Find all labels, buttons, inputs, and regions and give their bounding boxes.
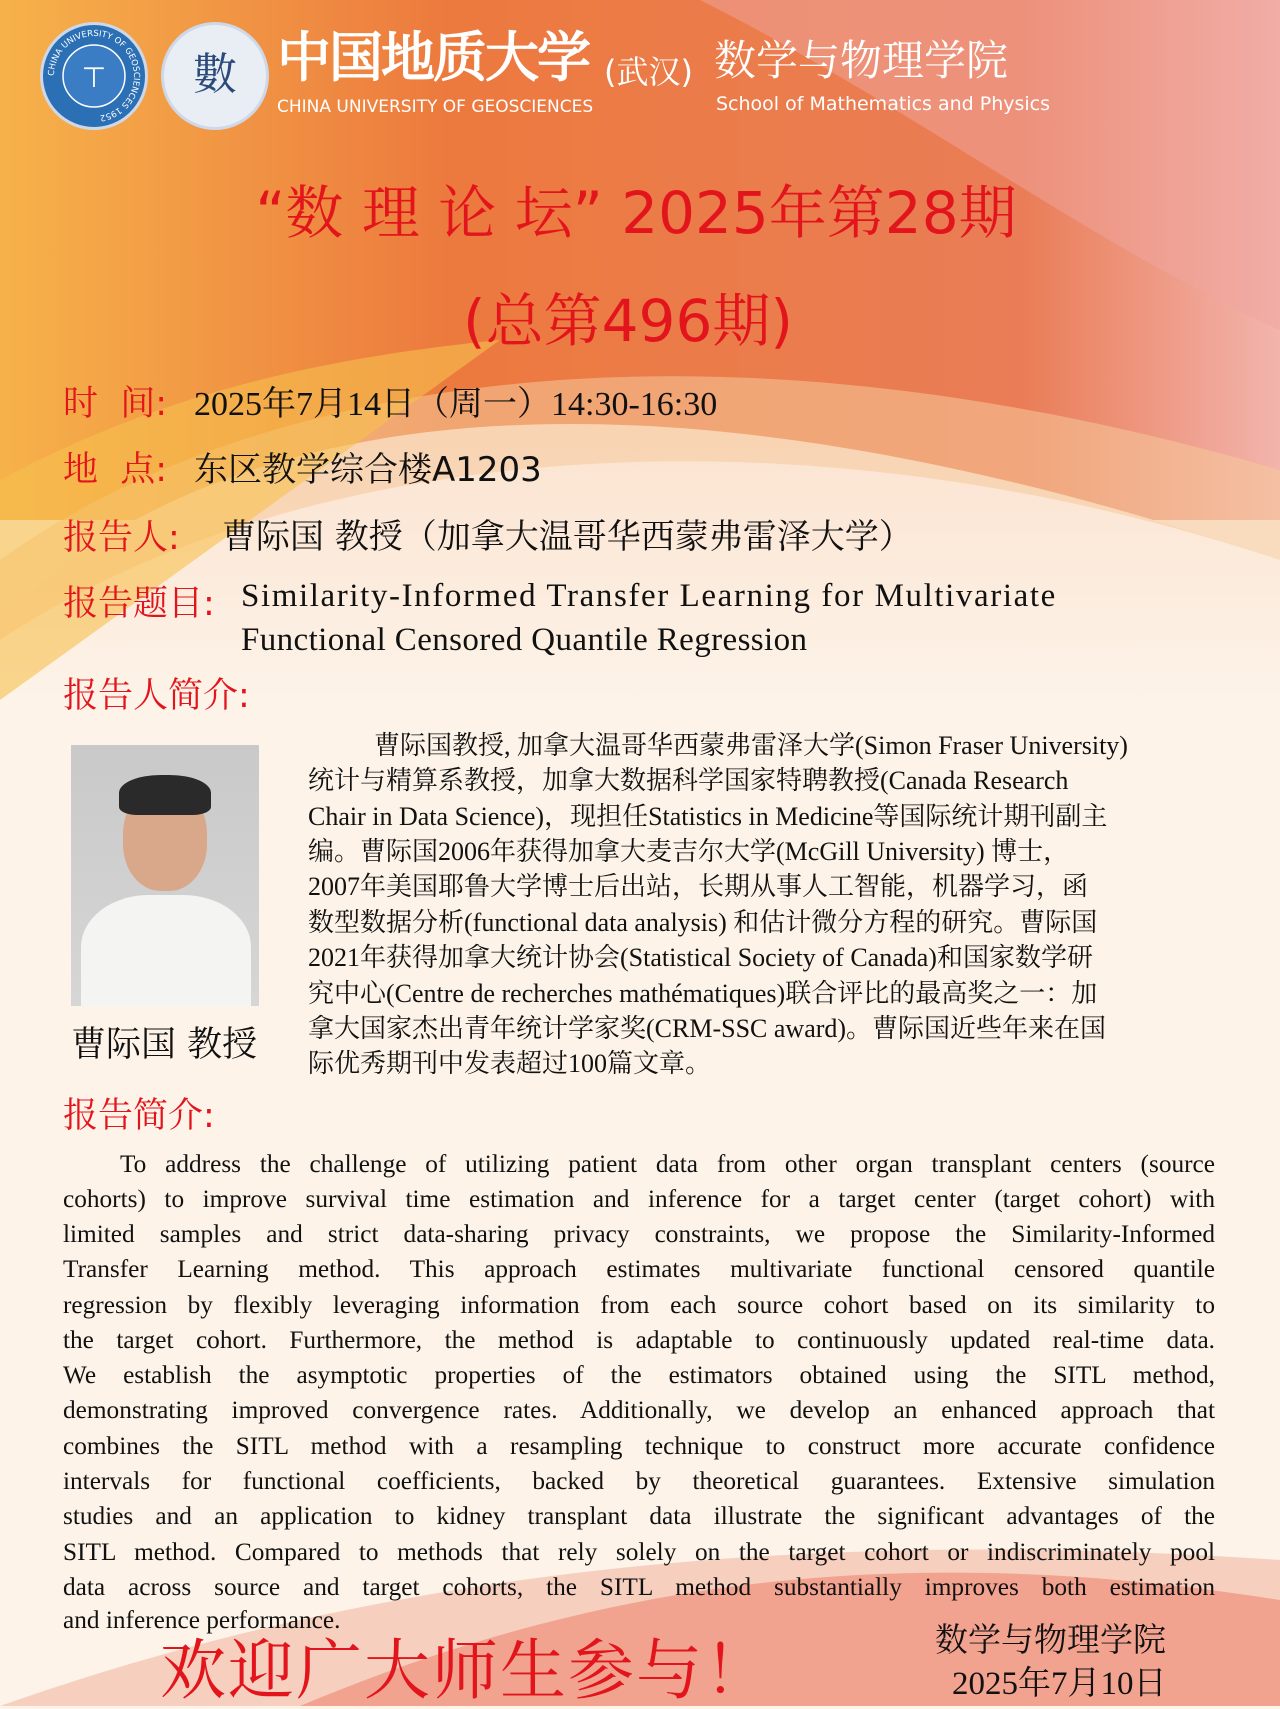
bio-line: Chair in Data Science)，现担任Statistics in Medicine等国际统计期刊副主 xyxy=(308,802,1108,831)
abstract-line: cohorts) to improve survival time estimation and inference for a target center (target cohort) with xyxy=(63,1185,1215,1213)
school-name-cn: 数学与物理学院 xyxy=(714,36,1009,85)
bio-line: 曹际国教授, 加拿大温哥华西蒙弗雷泽大学(Simon Fraser University) xyxy=(374,731,1128,760)
abstract-line: Transfer Learning method. This approach estimates multivariate functional censored quantile xyxy=(63,1255,1215,1283)
university-city: (武汉) xyxy=(604,53,693,91)
school-logo-text: 數 xyxy=(193,49,237,100)
speaker-label: 报告人: xyxy=(63,518,180,558)
university-logo-text: CHINA UNIVERSITY OF GEOSCIENCES 1952 xyxy=(46,28,142,123)
abstract-line: intervals for functional coefficients, backed by theoretical guarantees. Extensive simulation xyxy=(63,1467,1215,1495)
abstract-line: SITL method. Compared to methods that rely solely on the target cohort or indiscriminately pool xyxy=(63,1538,1215,1566)
place-label: 地 点: xyxy=(63,450,168,490)
bio-line: 数型数据分析(functional data analysis) 和估计微分方程的研究。曹际国 xyxy=(308,908,1098,937)
footer-date: 2025年7月10日 xyxy=(952,1666,1167,1702)
bio-line: 究中心(Centre de recherches mathématiques)联合评比的最高奖之一：加 xyxy=(308,979,1098,1008)
time-value: 2025年7月14日（周一）14:30-16:30 xyxy=(194,386,718,423)
bio-line: 拿大国家杰出青年统计学家奖(CRM-SSC award)。曹际国近些年来在国 xyxy=(308,1014,1107,1043)
university-logo xyxy=(40,22,148,130)
abstract-heading: 报告简介: xyxy=(63,1096,215,1136)
school-logo xyxy=(161,22,269,130)
abstract-line: limited samples and strict data-sharing privacy constraints, we propose the Similarity-Informed xyxy=(63,1220,1215,1248)
time-label: 时 间: xyxy=(63,384,168,424)
university-logo-ring xyxy=(43,25,145,127)
bio-line: 2021年获得加拿大统计协会(Statistical Society of Canada)和国家数学研 xyxy=(308,943,1093,972)
bio-line: 编。曹际国2006年获得加拿大麦吉尔大学(McGill University) 博士， xyxy=(308,837,1070,866)
forum-issue-total: (总第496期) xyxy=(463,287,793,355)
bio-heading: 报告人简介: xyxy=(63,676,250,716)
speaker-value: 曹际国 教授（加拿大温哥华西蒙弗雷泽大学） xyxy=(222,517,913,557)
abstract-line: We establish the asymptotic properties of the estimators obtained using the SITL method, xyxy=(63,1361,1215,1389)
topic-line-1: Similarity-Informed Transfer Learning for Multivariate xyxy=(241,578,1057,614)
place-value: 东区教学综合楼A1203 xyxy=(194,450,542,490)
abstract-line: studies and an application to kidney transplant data illustrate the significant advantages of the xyxy=(63,1502,1215,1530)
abstract-line: demonstrating improved convergence rates. Additionally, we develop an enhanced approach that xyxy=(63,1396,1215,1424)
photo-caption: 曹际国 教授 xyxy=(71,1025,258,1065)
topic-label: 报告题目: xyxy=(63,584,215,624)
university-logo-emblem: ⊤ xyxy=(81,61,107,94)
abstract-line: and inference performance. xyxy=(63,1606,341,1634)
university-name-en: CHINA UNIVERSITY OF GEOSCIENCES xyxy=(277,97,594,117)
abstract-line: regression by flexibly leveraging information from each source cohort based on its similarity to xyxy=(63,1291,1215,1319)
welcome-message: 欢迎广大师生参与！ xyxy=(160,1632,772,1709)
bio-line: 2007年美国耶鲁大学博士后出站，长期从事人工智能，机器学习，函 xyxy=(308,872,1089,901)
abstract-line: To address the challenge of utilizing patient data from other organ transplant centers (source xyxy=(120,1150,1215,1178)
bio-line: 际优秀期刊中发表超过100篇文章。 xyxy=(308,1049,712,1078)
forum-title: “数 理 论 坛” 2025年第28期 xyxy=(255,179,1017,247)
abstract-line: the target cohort. Furthermore, the method is adaptable to continuously updated real-time data. xyxy=(63,1326,1215,1354)
school-name-en: School of Mathematics and Physics xyxy=(716,93,1051,115)
abstract-line: data across source and target cohorts, the SITL method substantially improves both estimation xyxy=(63,1573,1215,1601)
abstract-line: combines the SITL method with a resampling technique to construct more accurate confidence xyxy=(63,1432,1215,1460)
bio-line: 统计与精算系教授，加拿大数据科学国家特聘教授(Canada Research xyxy=(308,766,1069,795)
university-name-cn: 中国地质大学 xyxy=(277,25,589,89)
speaker-photo xyxy=(71,745,259,1006)
footer-organization: 数学与物理学院 xyxy=(935,1620,1166,1659)
topic-line-2: Functional Censored Quantile Regression xyxy=(241,622,808,658)
